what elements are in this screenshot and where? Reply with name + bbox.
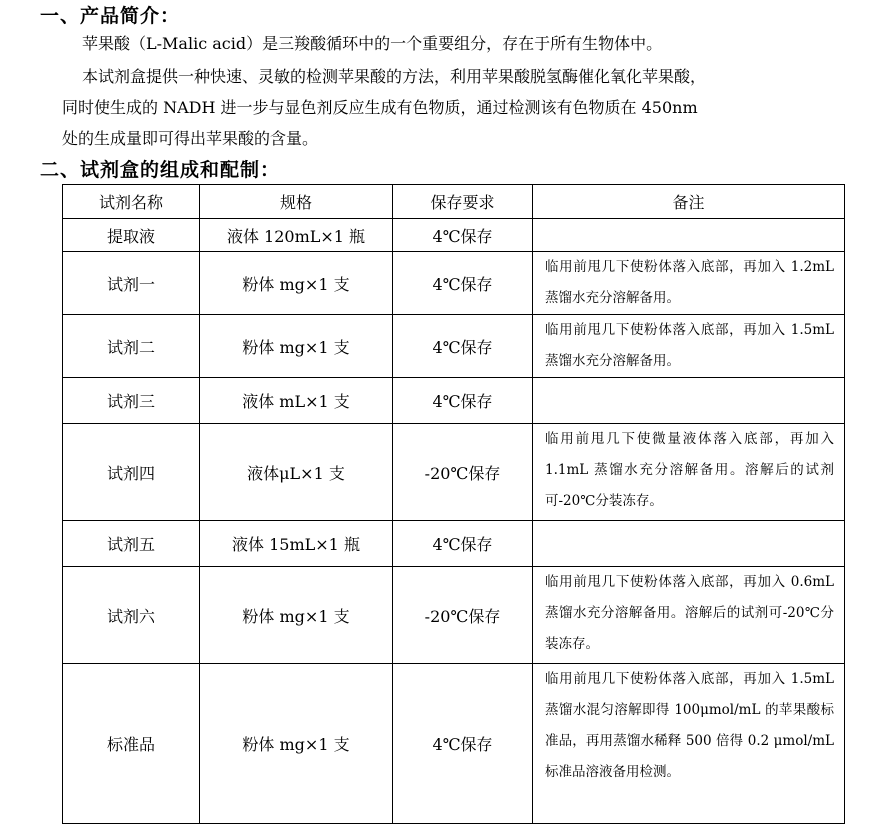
- reagent-name: 试剂一: [63, 252, 200, 315]
- header-note: 备注: [533, 185, 845, 219]
- table-row: [63, 521, 845, 567]
- reagent-note: [533, 219, 845, 252]
- reagent-table: [62, 184, 845, 824]
- reagent-note: 临用前甩几下使粉体落入底部，再加入 1.2mL 蒸馏水充分溶解备用。: [533, 252, 845, 315]
- reagent-name: 试剂四: [63, 424, 200, 521]
- table-header-row: [63, 185, 845, 219]
- reagent-storage: -20℃保存: [393, 424, 533, 521]
- intro-line-2: 本试剂盒提供一种快速、灵敏的检测苹果酸的方法，利用苹果酸脱氢酶催化氧化苹果酸，: [82, 67, 707, 86]
- reagent-spec: 粉体 mg×1 支: [200, 252, 393, 315]
- header-storage: 保存要求: [393, 185, 533, 219]
- reagent-name: 标准品: [63, 664, 200, 824]
- header-reagent-name: 试剂名称: [63, 185, 200, 219]
- intro-line-1: 苹果酸（L-Malic acid）是三羧酸循环中的一个重要组分，存在于所有生物体中。: [82, 34, 663, 53]
- reagent-note: [533, 521, 845, 567]
- table-row: [63, 315, 845, 378]
- reagent-storage: 4℃保存: [393, 252, 533, 315]
- reagent-storage: -20℃保存: [393, 567, 533, 664]
- reagent-spec: 粉体 mg×1 支: [200, 664, 393, 824]
- reagent-spec: 粉体 mg×1 支: [200, 315, 393, 378]
- table-row: [63, 219, 845, 252]
- reagent-note: 临用前甩几下使粉体落入底部，再加入 1.5mL 蒸馏水混匀溶解即得 100μmol/mL 的苹果酸标准品，再用蒸馏水稀释 500 倍得 0.2 μmol/mL 标准品溶液备用检测。: [533, 664, 845, 824]
- reagent-storage: 4℃保存: [393, 219, 533, 252]
- section-1-heading: 一、产品简介：: [40, 5, 181, 27]
- intro-line-3: 同时使生成的 NADH 进一步与显色剂反应生成有色物质，通过检测该有色物质在 450nm: [62, 98, 698, 117]
- reagent-spec: 粉体 mg×1 支: [200, 567, 393, 664]
- table-row: [63, 252, 845, 315]
- reagent-spec: 液体μL×1 支: [200, 424, 393, 521]
- reagent-storage: 4℃保存: [393, 315, 533, 378]
- reagent-storage: 4℃保存: [393, 378, 533, 424]
- reagent-note: [533, 378, 845, 424]
- table-row: [63, 664, 845, 824]
- section-2-heading: 二、试剂盒的组成和配制：: [40, 159, 281, 181]
- reagent-spec: 液体 mL×1 支: [200, 378, 393, 424]
- reagent-name: 试剂三: [63, 378, 200, 424]
- reagent-note: 临用前甩几下使微量液体落入底部，再加入 1.1mL 蒸馏水充分溶解备用。溶解后的试剂可-20℃分装冻存。: [533, 424, 845, 521]
- reagent-storage: 4℃保存: [393, 664, 533, 824]
- reagent-name: 试剂二: [63, 315, 200, 378]
- reagent-storage: 4℃保存: [393, 521, 533, 567]
- table-row: [63, 424, 845, 521]
- intro-line-4: 处的生成量即可得出苹果酸的含量。: [62, 129, 319, 148]
- header-spec: 规格: [200, 185, 393, 219]
- reagent-note: 临用前甩几下使粉体落入底部，再加入 0.6mL 蒸馏水充分溶解备用。溶解后的试剂可-20℃分装冻存。: [533, 567, 845, 664]
- reagent-spec: 液体 15mL×1 瓶: [200, 521, 393, 567]
- table-row: [63, 567, 845, 664]
- reagent-name: 提取液: [63, 219, 200, 252]
- reagent-name: 试剂六: [63, 567, 200, 664]
- reagent-note: 临用前甩几下使粉体落入底部，再加入 1.5mL 蒸馏水充分溶解备用。: [533, 315, 845, 378]
- reagent-spec: 液体 120mL×1 瓶: [200, 219, 393, 252]
- reagent-name: 试剂五: [63, 521, 200, 567]
- table-row: [63, 378, 845, 424]
